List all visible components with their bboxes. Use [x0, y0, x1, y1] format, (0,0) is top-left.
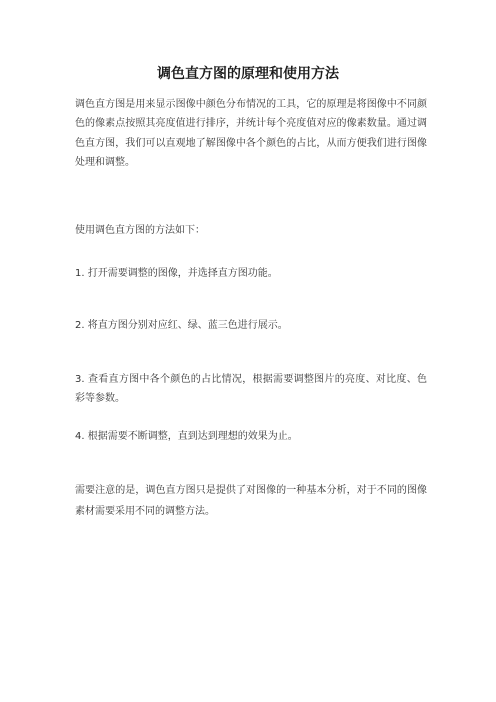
- method-lead-paragraph: 使用调色直方图的方法如下：: [75, 225, 205, 236]
- document-title: 调色直方图的原理和使用方法: [157, 66, 339, 82]
- step-4-paragraph: 4. 根据需要不断调整，直到达到理想的效果为止。: [75, 431, 298, 442]
- step-2-paragraph: 2. 将直方图分别对应红、绿、蓝三色进行展示。: [75, 320, 288, 331]
- intro-paragraph: 调色直方图是用来显示图像中颜色分布情况的工具，它的原理是将图像中不同颜色的像素点按照其亮度值进行排序，并统计每个亮度值对应的像素数量。通过调色直方图，我们可以直观地了解图像中各个颜色的占比，从而方便我们进行图像处理和调整。: [75, 99, 427, 169]
- step-3-paragraph: 3. 查看直方图中各个颜色的占比情况，根据需要调整图片的亮度、对比度、色彩等参数。: [75, 374, 427, 404]
- step-1-paragraph: 1. 打开需要调整的图像，并选择直方图功能。: [75, 268, 278, 279]
- note-paragraph: 需要注意的是，调色直方图只是提供了对图像的一种基本分析，对于不同的图像素材需要采用不同的调整方法。: [75, 485, 427, 517]
